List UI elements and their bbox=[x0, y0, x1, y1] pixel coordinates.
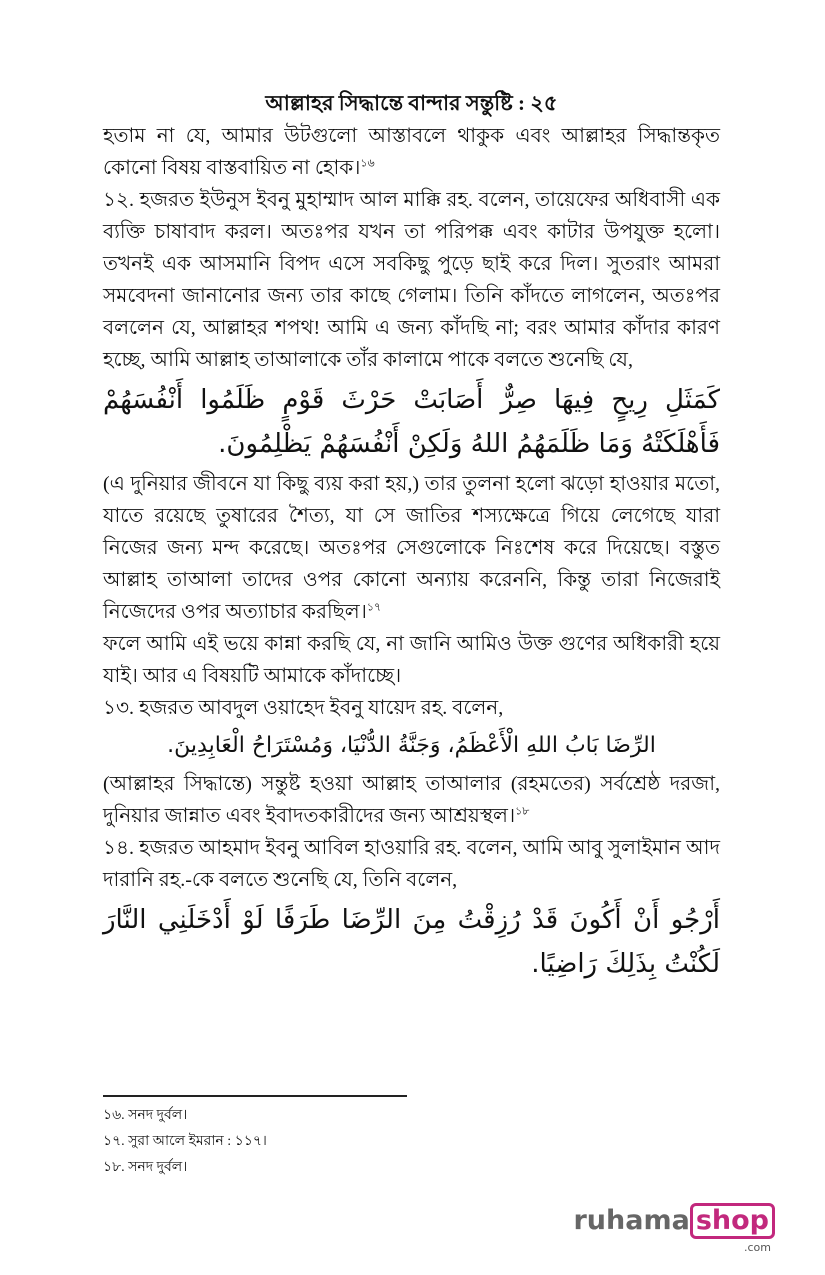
body-line: হতাম না যে, আমার উটগুলো আস্তাবলে থাকুক এবং আল্লাহর সিদ্ধান্তকৃত bbox=[103, 125, 720, 147]
body-line: (এ দুনিয়ার জীবনে যা কিছু ব্যয় করা হয়,) তার তুলনা হলো ঝড়ো হাওয়ার bbox=[103, 473, 670, 495]
footnote: ১৮. সনদ দুর্বল। bbox=[103, 1160, 188, 1175]
footnote-divider bbox=[103, 1095, 407, 1097]
body-line: ১৩. হজরত আবদুল ওয়াহেদ ইবনু যায়েদ রহ. বলেন, bbox=[103, 697, 504, 719]
logo-shop-badge: shop bbox=[690, 1203, 775, 1239]
logo-row bbox=[103, 1195, 771, 1255]
body-line: ১৪. হজরত আহমাদ ইবনু আবিল হাওয়ারি রহ. বলেন, আমি আবু bbox=[103, 837, 603, 859]
body-line: হয়ে যাই। আর এ বিষয়টি আমাকে কাঁদাচ্ছে। bbox=[103, 633, 721, 687]
body-line: দিল। সুতরাং আমরা সমবেদনা জানানোর জন্য তার কাছে গেলাম। তিনি bbox=[103, 253, 720, 307]
body-line: অধিবাসী এক ব্যক্তি চাষাবাদ করল। অতঃপর যখন তা পরিপক্ক এবং কাটার bbox=[103, 189, 720, 243]
arabic-quote bbox=[103, 898, 720, 986]
spacer bbox=[103, 988, 720, 1095]
body-line: ফলে আমি এই ভয়ে কান্না করছি যে, না জানি আমিও উক্ত গুণের অধিকারী bbox=[103, 633, 684, 655]
arabic-line: أَرْجُو أَنْ أَكُونَ قَدْ رُزِقْتُ مِنَ الرِّضَا طَرَفًا لَوْ أَدْخَلَنِي النَّارَ لَكُنْتُ بِذَلِكَ bbox=[103, 905, 720, 979]
body-line: কাঁদতে লাগলেন, অতঃপর বললেন যে, আল্লাহর শপথ! আমি এ জন্য bbox=[103, 285, 720, 339]
body-line: মতো, যাতে রয়েছে তুষারের শৈত্য, যা সে জাতির শস্যক্ষেত্রে গিয়ে লেগেছে bbox=[103, 473, 720, 527]
logo-domain: .com bbox=[744, 1241, 771, 1254]
body-line-text: কোনো বিষয় বাস্তবায়িত না হোক। bbox=[103, 157, 361, 179]
paragraph bbox=[103, 628, 720, 692]
footnote-ref[interactable]: ১৭ bbox=[366, 601, 382, 614]
paragraph bbox=[103, 468, 720, 628]
footnote-ref[interactable]: ১৮ bbox=[515, 805, 530, 818]
ruhamashop-logo bbox=[573, 1203, 775, 1254]
body-line: কালামে পাকে বলতে শুনেছি যে, bbox=[383, 349, 633, 371]
body-line bbox=[103, 157, 375, 179]
page-header: আল্লাহর সিদ্ধান্তে বান্দার সন্তুষ্টি : ২৫ bbox=[265, 91, 558, 115]
footnote: ১৭. সুরা আলে ইমরান : ১১৭। bbox=[103, 1134, 267, 1149]
body-line-text: দরজা, দুনিয়ার জান্নাত এবং ইবাদতকারীদের জন্য আশ্রয়স্থল। bbox=[103, 773, 720, 827]
paragraph bbox=[103, 768, 720, 832]
arabic-line: اللهُ وَلَكِنْ أَنْفُسَهُمْ يَظْلِمُونَ. bbox=[218, 429, 509, 459]
footnote-ref[interactable]: ১৬ bbox=[360, 157, 375, 170]
footnote: ১৬. সনদ দুর্বল। bbox=[103, 1108, 188, 1123]
paragraph bbox=[103, 692, 720, 724]
arabic-quote bbox=[103, 726, 720, 766]
body-line: বস্তুত আল্লাহ তাআলা তাদের ওপর কোনো অন্যায় করেননি, কিন্তু তারা bbox=[103, 537, 721, 591]
body-line: সুলাইমান আদ দারানি রহ.-কে বলতে শুনেছি যে, তিনি বলেন, bbox=[103, 837, 721, 891]
paragraph bbox=[103, 184, 720, 376]
body-line: (আল্লাহর সিদ্ধান্তে) সন্তুষ্ট হওয়া আল্লাহ তাআলার (রহমতের) সর্বশ্রেষ্ঠ bbox=[103, 773, 661, 795]
logo-text: ruhama bbox=[573, 1205, 690, 1236]
body-line: উপযুক্ত হলো। তখনই এক আসমানি বিপদ এসে সবকিছু পুড়ে ছাই করে bbox=[103, 221, 720, 275]
body-line: ১২. হজরত ইউনুস ইবনু মুহাম্মাদ আল মাক্কি রহ. বলেন, তায়েফের bbox=[103, 189, 610, 211]
body-line: যারা নিজের জন্য মন্দ করেছে। অতঃপর সেগুলোকে নিঃশেষ করে দিয়েছে। bbox=[103, 505, 721, 559]
arabic-line: كَمَثَلِ رِيحٍ فِيهَا صِرٌّ أَصَابَتْ حَرْثَ قَوْمٍ ظَلَمُوا أَنْفُسَهُمْ فَأَهْلَكَتْهُ وَمَا ظَلَمَهُمُ bbox=[103, 385, 720, 459]
arabic-verse bbox=[103, 378, 720, 466]
paragraph bbox=[103, 832, 720, 896]
arabic-line: الرِّضَا بَابُ اللهِ الْأَعْظَمُ، وَجَنَّةُ الدُّنْيَا، وَمُسْتَرَاحُ الْعَابِدِينَ. bbox=[167, 733, 656, 758]
arabic-line: رَاضِيًا. bbox=[531, 949, 598, 979]
body-line: কাঁদছি না; বরং আমার কাঁদার কারণ হচ্ছে, আমি আল্লাহ তাআলাকে তাঁর bbox=[103, 317, 720, 371]
body-line-text: নিজেরাই নিজেদের ওপর অত্যাচার করছিল। bbox=[103, 569, 720, 623]
paragraph bbox=[103, 120, 720, 184]
